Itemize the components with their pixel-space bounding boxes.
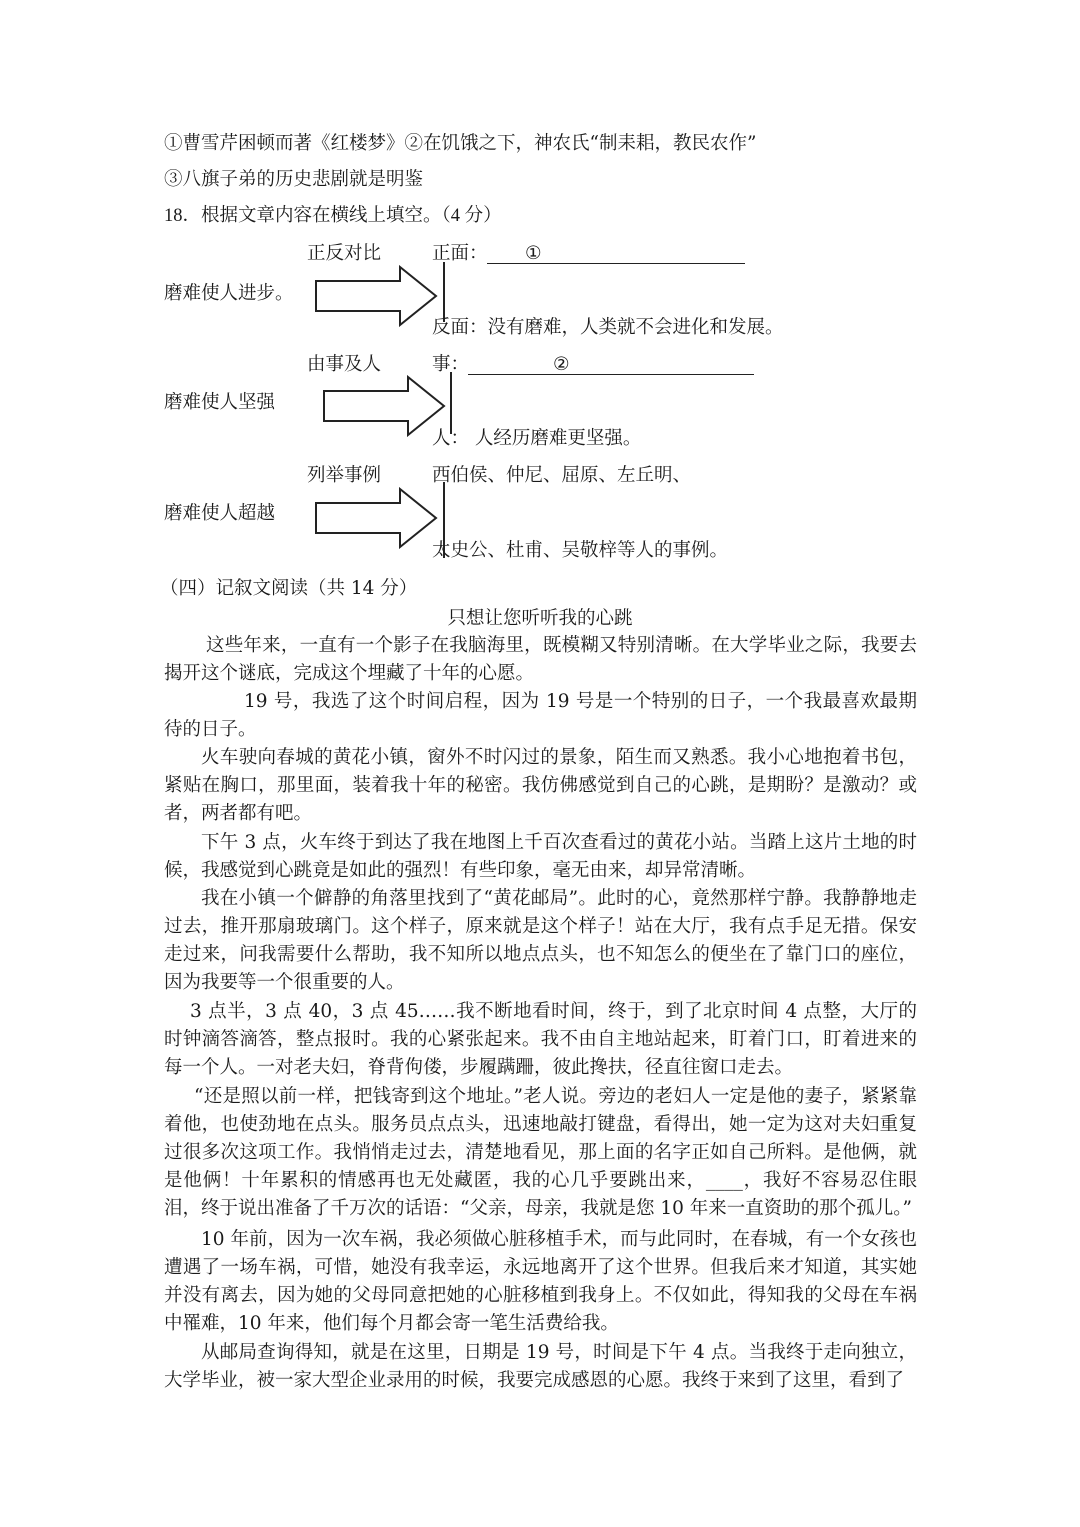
examples-line-2: 太史公、杜甫、吴敬梓等人的事例。 xyxy=(432,540,729,561)
reverse-text: 反面：没有磨难，人类就不会进化和发展。 xyxy=(432,317,784,338)
claim-label-3: 磨难使人超越 xyxy=(164,503,276,524)
story-paragraph: 这些年来，一直有一个影子在我脑海里，既模糊又特别清晰。在大学毕业之际，我要去揭开这个谜底，完成这个埋藏了十年的心愿。 xyxy=(164,635,917,684)
story-paragraph: 3 点半，3 点 40，3 点 45……我不断地看时间，终于，到了北京时间 4 点整，大厅的时钟滴答滴答，整点报时。我的心紧张起来。我不由自主地站起来，盯着门口，盯着进来的每一个人。一对老夫妇，脊背佝偻，步履蹒跚，彼此搀扶，径直往窗口走去。 xyxy=(164,1001,917,1078)
bracket-1 xyxy=(443,262,445,322)
arrow-icon xyxy=(314,487,440,549)
answer-option-line-2: ③八旗子弟的历史悲剧就是明鉴 xyxy=(164,169,424,190)
arrow-icon xyxy=(322,375,448,437)
story-paragraph: 10 年前，因为一次车祸，我必须做心脏移植手术，而与此同时，在春城，有一个女孩也遭遇了一场车祸，可惜，她没有我幸运，永远地离开了这个世界。但我后来才知道，其实她并没有离去，因为她的父母同意把她的心脏移植到我身上。不仅如此，得知我的父母在车祸中罹难，10 年来，他们每个月都会寄一笔生活费给我。 xyxy=(164,1229,917,1334)
blank-marker-2: ② xyxy=(553,354,570,375)
question-18-title: 18．根据文章内容在横线上填空。（4 分） xyxy=(164,206,502,226)
person-text: 人： 人经历磨难更坚强。 xyxy=(432,428,642,449)
blank-marker-1: ① xyxy=(525,243,542,264)
story-paragraph: 火车驶向春城的黄花小镇，窗外不时闪过的景象，陌生而又熟悉。我小心地抱着书包，紧贴在胸口，那里面，装着我十年的秘密。我仿佛感觉到自己的心跳，是期盼？是激动？或者，两者都有吧。 xyxy=(164,747,917,824)
story-paragraph: 我在小镇一个僻静的角落里找到了“黄花邮局”。此时的心，竟然那样宁静。我静静地走过去，推开那扇玻璃门。这个样子，原来就是这个样子！站在大厅，我有点手足无措。保安走过来，问我需要什么帮助，我不知所以地点点头，也不知怎么的便坐在了靠门口的座位，因为我要等一个很重要的人。 xyxy=(164,888,917,993)
arrow-icon xyxy=(314,265,440,327)
method-label-3: 列举事例 xyxy=(307,465,382,486)
section-heading: （四）记叙文阅读（共 14 分） xyxy=(160,578,418,599)
front-label: 正面： xyxy=(432,243,488,264)
answer-option-line-1: ①曹雪芹困顿而著《红楼梦》②在饥饿之下，神农氏“制耒耜，教民农作” xyxy=(164,133,757,154)
examples-line-1: 西伯侯、仲尼、屈原、左丘明、 xyxy=(432,465,692,486)
story-paragraph: 下午 3 点，火车终于到达了我在地图上千百次查看过的黄花小站。当踏上这片土地的时候，我感觉到心跳竟是如此的强烈！有些印象，毫无由来，却异常清晰。 xyxy=(164,832,917,881)
story-paragraph: 从邮局查询得知，就是在这里，日期是 19 号，时间是下午 4 点。当我终于走向独立，大学毕业，被一家大型企业录用的时候，我要完成感恩的心愿。我终于来到了这里，看到了 xyxy=(164,1342,917,1391)
claim-label-2: 磨难使人坚强 xyxy=(164,392,276,413)
method-label-2: 由事及人 xyxy=(307,354,382,375)
event-label: 事： xyxy=(432,354,470,375)
method-label-1: 正反对比 xyxy=(307,243,382,264)
claim-label-1: 磨难使人进步。 xyxy=(164,283,294,304)
story-title: 只想让您听听我的心跳 xyxy=(447,608,633,629)
blank-line-2 xyxy=(468,374,754,375)
story-paragraph: “还是照以前一样，把钱寄到这个地址。”老人说。旁边的老妇人一定是他的妻子，紧紧靠着他，也使劲地在点头。服务员点点头，迅速地敲打键盘，看得出，她一定为这对夫妇重复过很多次这项工作。我悄悄走过去，清楚地看见，那上面的名字正如自己所料。是他俩，就是他俩！十年累积的情感再也无处藏匿，我的心几乎要跳出来，____，我好不容易忍住眼泪，终于说出准备了千万次的话语：“父亲，母亲，我就是您 10 年来一直资助的那个孤儿。” xyxy=(164,1086,917,1219)
story-paragraph: 19 号，我选了这个时间启程，因为 19 号是一个特别的日子，一个我最喜欢最期待的日子。 xyxy=(164,691,917,740)
